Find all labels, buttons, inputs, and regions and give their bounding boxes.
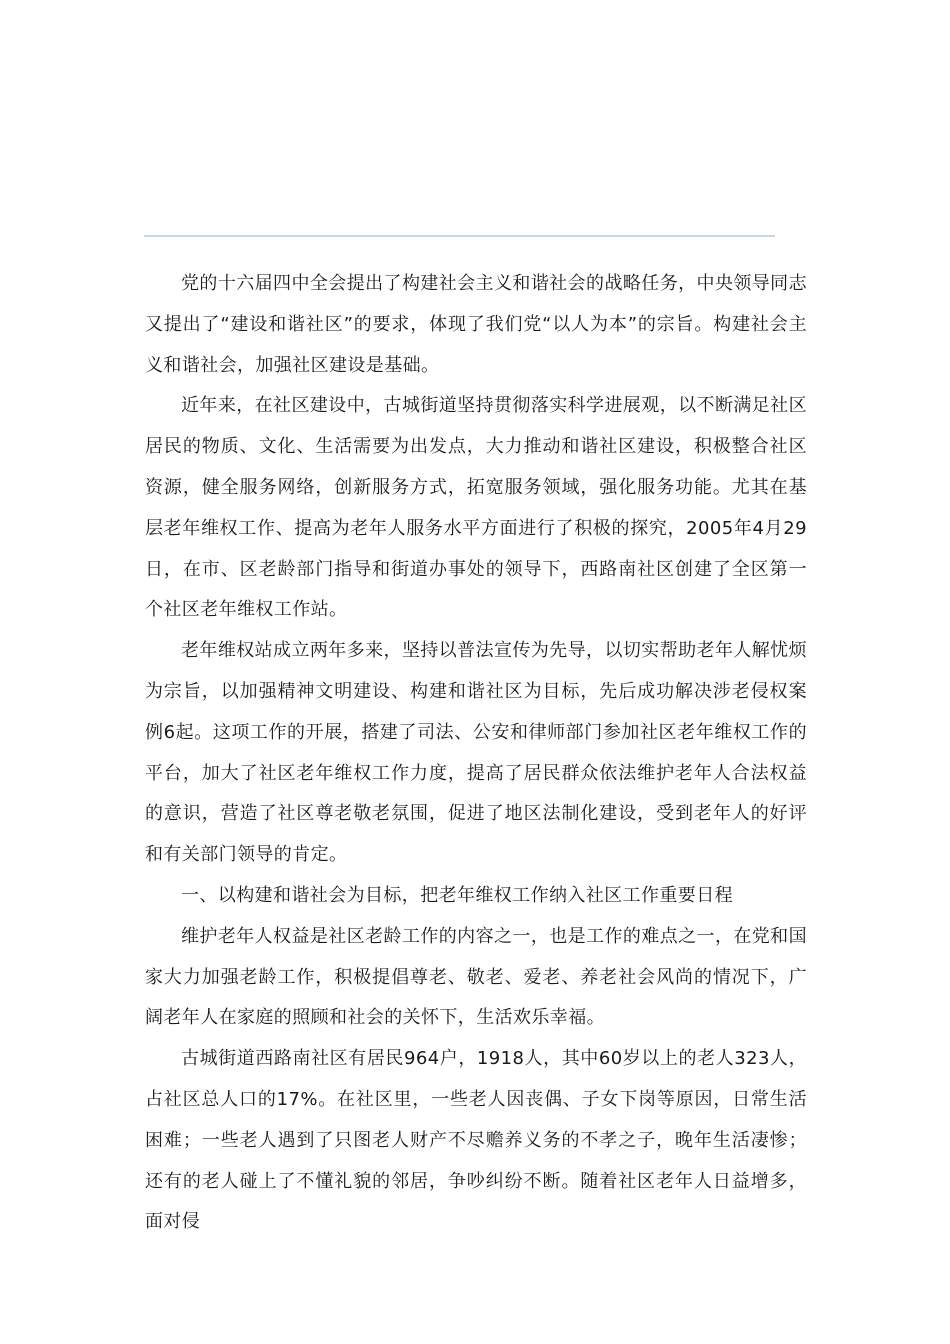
paragraph-1: 党的十六届四中全会提出了构建社会主义和谐社会的战略任务，中央领导同志又提出了“建设和谐社区”的要求，体现了我们党“以人为本”的宗旨。构建社会主义和谐社会，加强社区建设是基础。 [145, 273, 807, 376]
header-rule [144, 235, 775, 237]
paragraph-2: 近年来，在社区建设中，古城街道坚持贯彻落实科学进展观，以不断满足社区居民的物质、文化、生活需要为出发点，大力推动和谐社区建设，积极整合社区资源，健全服务网络，创新服务方式，拓宽服务领域，强化服务功能。尤其在基层老年维权工作、提高为老年人服务水平方面进行了积极的探究，2005年4月29日，在市、区老龄部门指导和街道办事处的领导下，西路南社区创建了全区第一个社区老年维权工作站。 [145, 395, 807, 621]
paragraph-4: 维护老年人权益是社区老龄工作的内容之一，也是工作的难点之一，在党和国家大力加强老龄工作，积极提倡尊老、敬老、爱老、养老社会风尚的情况下，广阔老年人在家庭的照顾和社会的关怀下，生活欢乐幸福。 [145, 925, 807, 1029]
document-body [145, 264, 807, 1243]
paragraph-5: 古城街道西路南社区有居民964户，1918人，其中60岁以上的老人323人，占社区总人口的17%。在社区里，一些老人因丧偶、子女下岗等原因，日常生活困难；一些老人遇到了只图老人财产不尽赡养义务的不孝之子，晚年生活凄惨；还有的老人碰上了不懂礼貌的邻居，争吵纠纷不断。随着社区老年人日益增多，面对侵 [145, 1048, 807, 1233]
paragraph-3: 老年维权站成立两年多来，坚持以普法宣传为先导，以切实帮助老年人解忧烦为宗旨，以加强精神文明建设、构建和谐社区为目标，先后成功解决涉老侵权案例6起。这项工作的开展，搭建了司法、公安和律师部门参加社区老年维权工作的平台，加大了社区老年维权工作力度，提高了居民群众依法维护老年人合法权益的意识，营造了社区尊老敬老氛围，促进了地区法制化建设，受到老年人的好评和有关部门领导的肯定。 [145, 640, 807, 866]
section-heading-1: 一、以构建和谐社会为目标，把老年维权工作纳入社区工作重要日程 [181, 884, 733, 906]
